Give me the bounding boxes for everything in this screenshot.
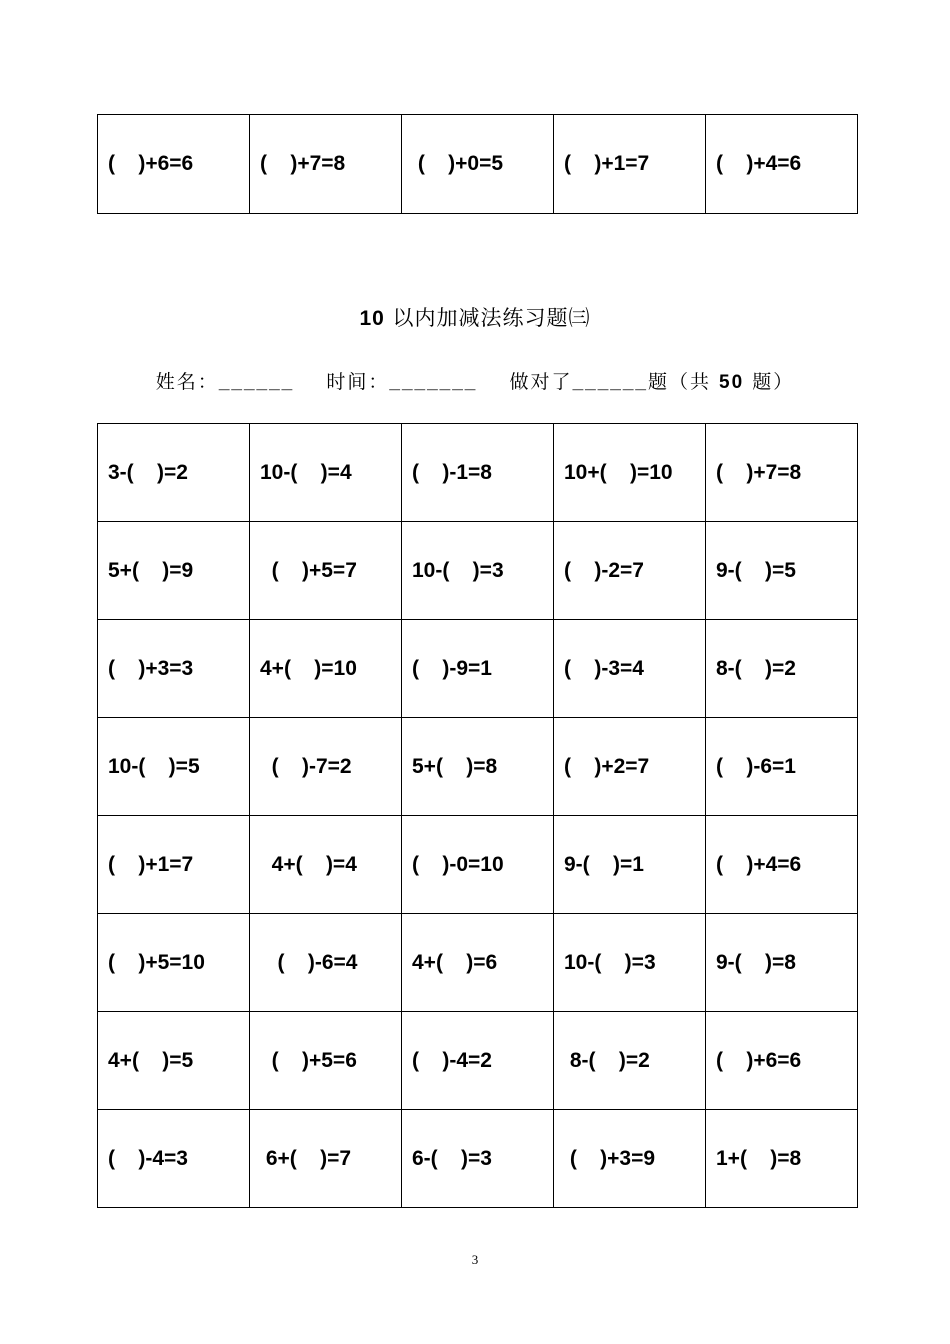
- exercise-cell[interactable]: ( )-6=4: [250, 914, 402, 1012]
- exercise-cell[interactable]: 6+( )=7: [250, 1110, 402, 1208]
- title-text: 以内加减法练习题㈢: [392, 306, 591, 330]
- title-number: 10: [359, 307, 385, 330]
- exercise-cell[interactable]: ( )+4=6: [706, 816, 858, 914]
- name-label: 姓名：: [155, 371, 219, 393]
- exercise-cell[interactable]: 6-( )=3: [402, 1110, 554, 1208]
- correct-label: 做对了: [509, 371, 573, 393]
- exercise-cell[interactable]: ( )+5=10: [98, 914, 250, 1012]
- total-prefix: 题（共: [647, 371, 720, 393]
- correct-blank[interactable]: ______: [572, 372, 648, 393]
- time-blank[interactable]: _______: [389, 372, 478, 393]
- exercise-cell[interactable]: 4+( )=6: [402, 914, 554, 1012]
- exercise-cell[interactable]: ( )+1=7: [554, 115, 706, 214]
- table-row: [98, 914, 858, 1012]
- exercise-table-main: [97, 423, 858, 1208]
- exercise-cell[interactable]: 4+( )=4: [250, 816, 402, 914]
- exercise-cell[interactable]: ( )+3=9: [554, 1110, 706, 1208]
- exercise-cell[interactable]: ( )+6=6: [98, 115, 250, 214]
- exercise-cell[interactable]: ( )+7=8: [706, 424, 858, 522]
- exercise-cell[interactable]: ( )+6=6: [706, 1012, 858, 1110]
- total-number: 50: [719, 372, 745, 393]
- table-row: [98, 1012, 858, 1110]
- exercise-cell[interactable]: 10-( )=3: [402, 522, 554, 620]
- table-row: [98, 620, 858, 718]
- exercise-cell[interactable]: 9-( )=8: [706, 914, 858, 1012]
- exercise-cell[interactable]: 3-( )=2: [98, 424, 250, 522]
- table-row: [98, 522, 858, 620]
- worksheet-title: [0, 302, 950, 332]
- page-number: 3: [471, 1252, 479, 1267]
- exercise-cell[interactable]: 10+( )=10: [554, 424, 706, 522]
- table-row: [98, 816, 858, 914]
- exercise-cell[interactable]: 4+( )=5: [98, 1012, 250, 1110]
- exercise-cell[interactable]: 10-( )=4: [250, 424, 402, 522]
- table-row: [98, 718, 858, 816]
- exercise-cell[interactable]: 4+( )=10: [250, 620, 402, 718]
- exercise-cell[interactable]: 9-( )=1: [554, 816, 706, 914]
- exercise-cell[interactable]: ( )+7=8: [250, 115, 402, 214]
- exercise-table-top: [97, 114, 858, 214]
- exercise-cell[interactable]: ( )-1=8: [402, 424, 554, 522]
- exercise-cell[interactable]: ( )-4=3: [98, 1110, 250, 1208]
- name-blank[interactable]: ______: [218, 372, 295, 393]
- exercise-cell[interactable]: 10-( )=3: [554, 914, 706, 1012]
- exercise-cell[interactable]: 10-( )=5: [98, 718, 250, 816]
- exercise-cell[interactable]: ( )-7=2: [250, 718, 402, 816]
- table-row: [98, 1110, 858, 1208]
- exercise-cell[interactable]: ( )-3=4: [554, 620, 706, 718]
- time-label: 时间：: [326, 371, 390, 393]
- exercise-cell[interactable]: ( )+5=6: [250, 1012, 402, 1110]
- table-row: [98, 424, 858, 522]
- exercise-cell[interactable]: ( )+1=7: [98, 816, 250, 914]
- exercise-cell[interactable]: ( )-9=1: [402, 620, 554, 718]
- exercise-cell[interactable]: ( )+2=7: [554, 718, 706, 816]
- exercise-cell[interactable]: 8-( )=2: [554, 1012, 706, 1110]
- exercise-cell[interactable]: 1+( )=8: [706, 1110, 858, 1208]
- exercise-cell[interactable]: ( )+5=7: [250, 522, 402, 620]
- exercise-cell[interactable]: ( )+4=6: [706, 115, 858, 214]
- exercise-cell[interactable]: 8-( )=2: [706, 620, 858, 718]
- exercise-cell[interactable]: ( )+3=3: [98, 620, 250, 718]
- exercise-cell[interactable]: ( )-2=7: [554, 522, 706, 620]
- exercise-cell[interactable]: ( )+0=5: [402, 115, 554, 214]
- exercise-cell[interactable]: 5+( )=8: [402, 718, 554, 816]
- table-row: [98, 115, 858, 214]
- exercise-cell[interactable]: ( )-6=1: [706, 718, 858, 816]
- total-suffix: 题）: [744, 371, 795, 393]
- exercise-cell[interactable]: 9-( )=5: [706, 522, 858, 620]
- exercise-cell[interactable]: 5+( )=9: [98, 522, 250, 620]
- student-info-line: [0, 367, 950, 394]
- exercise-cell[interactable]: ( )-0=10: [402, 816, 554, 914]
- exercise-cell[interactable]: ( )-4=2: [402, 1012, 554, 1110]
